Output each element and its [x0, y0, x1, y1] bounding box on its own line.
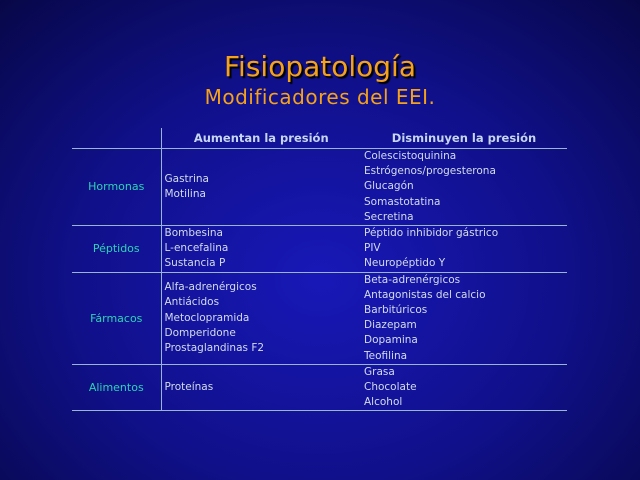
header-corner-cell: [72, 128, 161, 149]
disminuyen-item: Grasa: [364, 365, 395, 378]
aumentan-item: Gastrina: [164, 172, 209, 185]
aumentan-item: L-encefalina: [164, 242, 229, 255]
modifiers-table: [72, 128, 567, 411]
disminuyen-item: Beta-adrenérgicos: [364, 273, 461, 286]
disminuyen-item: Teofilina: [364, 349, 408, 362]
disminuyen-item: Colescistoquinina: [364, 150, 457, 162]
aumentan-item: Bombesina: [164, 227, 223, 240]
disminuyen-item: Secretina: [364, 210, 414, 223]
aumentan-item: Proteínas: [164, 381, 214, 394]
aumentan-item: Motilina: [164, 188, 206, 200]
aumentan-cell: [161, 149, 361, 226]
row-category: Alimentos: [72, 364, 161, 411]
row-category: Fármacos: [72, 272, 161, 364]
disminuyen-item: Barbitúricos: [364, 304, 428, 317]
aumentan-item: Metoclopramida: [164, 311, 250, 324]
table-row: [72, 272, 567, 364]
disminuyen-item: Antagonistas del calcio: [364, 288, 486, 301]
row-category: Péptidos: [72, 226, 161, 273]
table-body: [72, 149, 567, 411]
aumentan-item: Antiácidos: [164, 296, 220, 309]
disminuyen-item: Diazepam: [364, 319, 417, 332]
header-aumentan: Aumentan la presión: [161, 128, 361, 149]
disminuyen-item: Neuropéptido Y: [364, 257, 446, 270]
slide-title: Fisiopatología: [223, 50, 416, 83]
header-disminuyen: Disminuyen la presión: [361, 128, 567, 149]
aumentan-item: Sustancia P: [164, 257, 226, 270]
aumentan-item: Prostaglandinas F2: [164, 342, 265, 355]
disminuyen-item: Glucagón: [364, 180, 414, 193]
disminuyen-item: Dopamina: [364, 334, 418, 347]
disminuyen-item: Somastotatina: [364, 195, 441, 208]
table-row: [72, 364, 567, 411]
disminuyen-item: Estrógenos/progesterona: [364, 165, 496, 178]
disminuyen-item: PIV: [364, 242, 381, 255]
slide-subtitle: Modificadores del EEI.: [204, 85, 436, 109]
disminuyen-item: Alcohol: [364, 396, 403, 409]
table-header-row: [72, 128, 567, 149]
disminuyen-cell: [361, 272, 567, 364]
aumentan-item: Domperidone: [164, 326, 236, 339]
aumentan-item: Alfa-adrenérgicos: [164, 281, 257, 294]
disminuyen-cell: [361, 226, 567, 273]
disminuyen-cell: [361, 149, 567, 226]
disminuyen-item: Chocolate: [364, 381, 417, 394]
aumentan-cell: [161, 226, 361, 273]
row-category: Hormonas: [72, 149, 161, 226]
disminuyen-cell: [361, 364, 567, 411]
table-row: [72, 226, 567, 273]
disminuyen-item: Péptido inhibidor gástrico: [364, 227, 499, 240]
table-row: [72, 149, 567, 226]
aumentan-cell: [161, 364, 361, 411]
aumentan-cell: [161, 272, 361, 364]
